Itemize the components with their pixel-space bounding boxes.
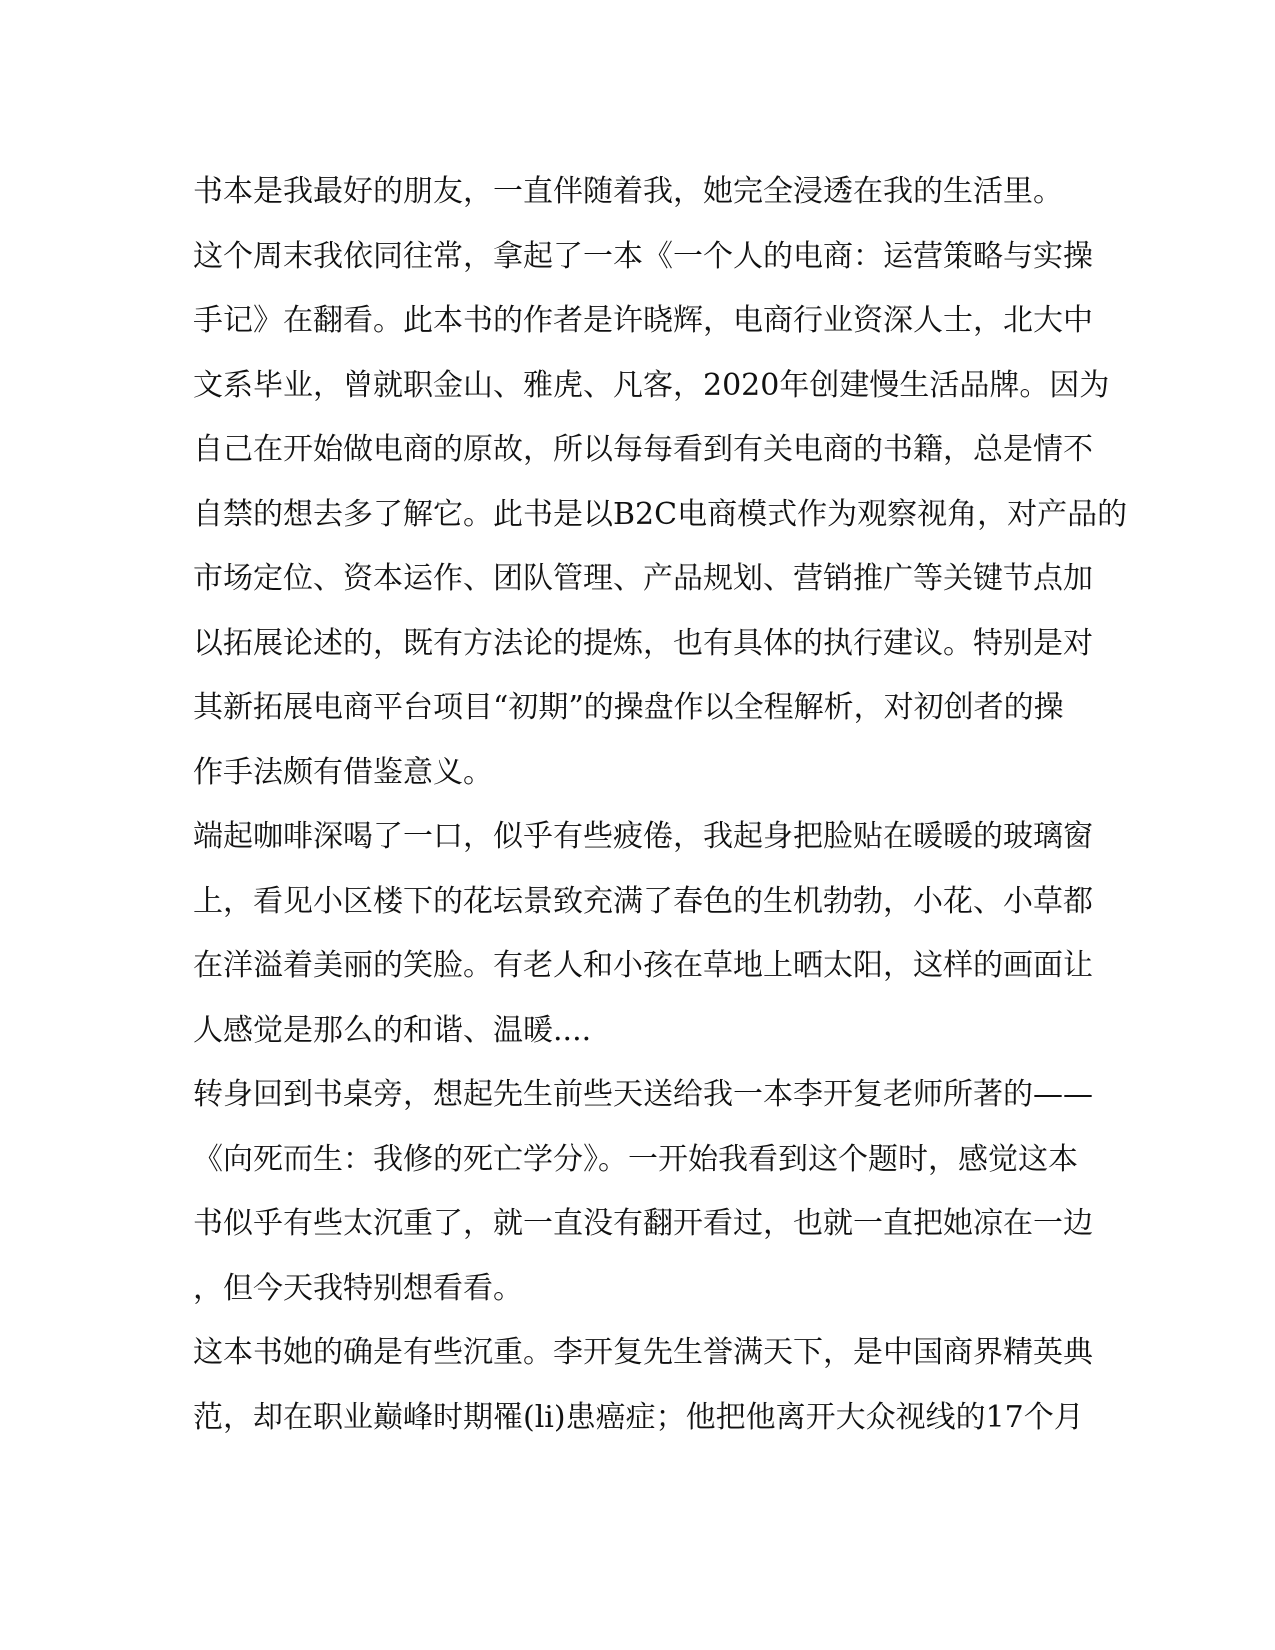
text-line: 其新拓展电商平台项目“初期”的操盘作以全程解析，对初创者的操 <box>193 690 1064 725</box>
text-line: 以拓展论述的，既有方法论的提炼，也有具体的执行建议。特别是对 <box>193 625 1093 661</box>
text-line: 手记》在翻看。此本书的作者是许晓辉，电商行业资深人士，北大中 <box>193 303 1093 338</box>
text-line: 在洋溢着美丽的笑脸。有老人和小孩在草地上晒太阳，这样的画面让 <box>193 948 1093 983</box>
text-line: 自己在开始做电商的原故，所以每每看到有关电商的书籍，总是情不 <box>193 432 1093 467</box>
text-line: 书本是我最好的朋友，一直伴随着我，她完全浸透在我的生活里。 <box>193 174 1063 209</box>
text-line: 范，却在职业巅峰时期罹(li)患癌症；他把他离开大众视线的17个月 <box>193 1399 1084 1435</box>
text-line: 转身回到书桌旁，想起先生前些天送给我一本李开复老师所著的—— <box>193 1077 1093 1112</box>
text-line: 端起咖啡深喝了一口，似乎有些疲倦，我起身把脸贴在暖暖的玻璃窗 <box>193 819 1093 854</box>
text-line: 人感觉是那么的和谐、温暖.... <box>193 1012 592 1048</box>
body-text <box>193 160 1128 1450</box>
text-line: 《向死而生：我修的死亡学分》。一开始我看到这个题时，感觉这本 <box>193 1141 1078 1177</box>
text-line: 市场定位、资本运作、团队管理、产品规划、营销推广等关键节点加 <box>193 561 1093 596</box>
text-line: 上，看见小区楼下的花坛景致充满了春色的生机勃勃，小花、小草都 <box>193 883 1093 919</box>
text-line: 文系毕业，曾就职金山、雅虎、凡客，2020年创建慢生活品牌。因为 <box>193 367 1110 403</box>
text-line: 这本书她的确是有些沉重。李开复先生誉满天下，是中国商界精英典 <box>193 1335 1093 1370</box>
text-line: 自禁的想去多了解它。此书是以B2C电商模式作为观察视角，对产品的 <box>193 496 1128 532</box>
text-line: 书似乎有些太沉重了，就一直没有翻开看过，也就一直把她凉在一边 <box>193 1206 1093 1241</box>
text-line: ，但今天我特别想看看。 <box>193 1270 523 1306</box>
text-line: 这个周末我依同往常，拿起了一本《一个人的电商：运营策略与实操 <box>193 238 1093 274</box>
text-line: 作手法颇有借鉴意义。 <box>193 754 493 790</box>
